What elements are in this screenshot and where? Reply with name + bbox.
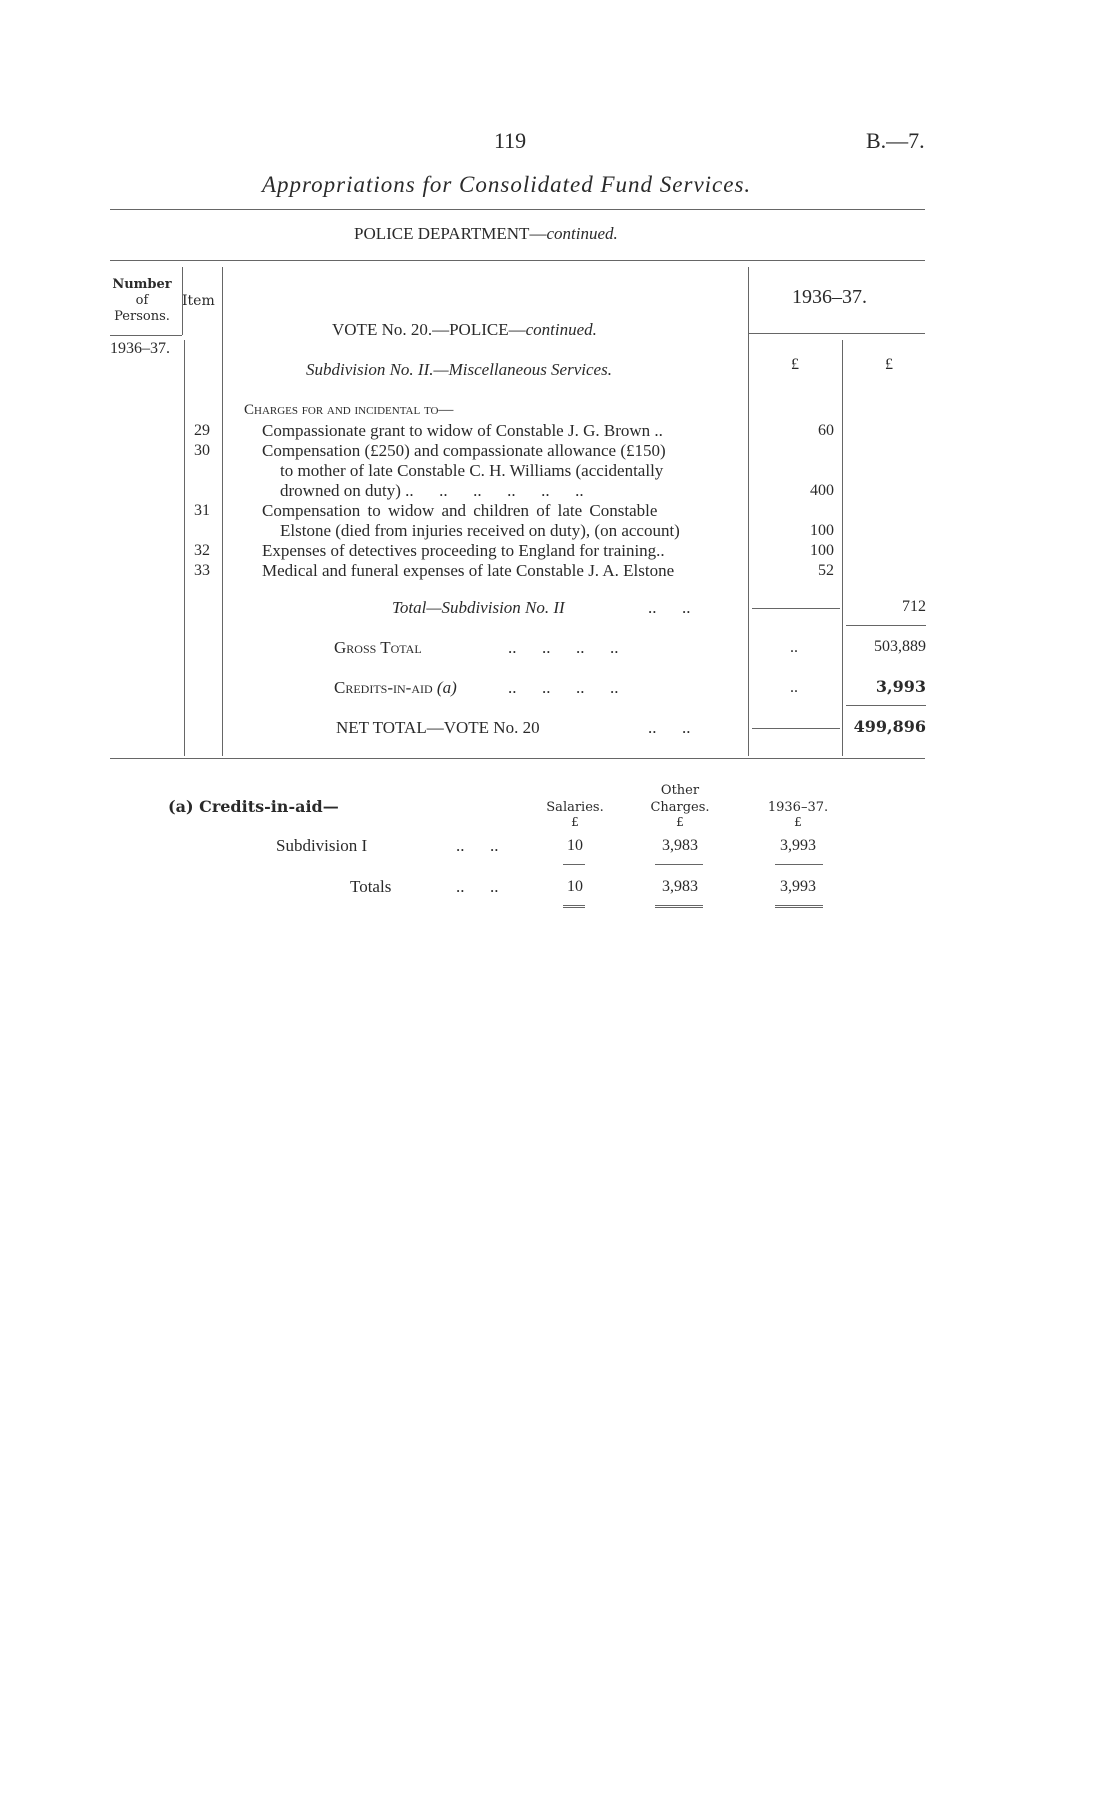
subdivision-total-dots: .. .. [648, 598, 691, 617]
item-text: to mother of late Constable C. H. Williams (accidentally [280, 461, 664, 480]
vote-title-suffix: continued. [525, 320, 597, 339]
footnote-col-other-1: Other [660, 783, 700, 798]
footnote-row-dots: .. .. [456, 877, 499, 896]
credits-in-aid-ref: (a) [436, 678, 457, 697]
footnote-row-salaries: 10 [567, 837, 583, 854]
department-name: POLICE DEPARTMENT— [354, 224, 547, 243]
vrule-item [222, 267, 223, 756]
footnote-rule [655, 905, 703, 908]
item-text: drowned on duty) .. .. .. .. .. .. [280, 481, 584, 500]
col-of-label: of [135, 293, 149, 308]
credits-in-aid-label: Credits-in-aid [334, 678, 433, 697]
footnote-col-salaries: Salaries. [546, 800, 604, 815]
item-amount: 60 [818, 422, 834, 439]
item-text: Compensation (£250) and compassionate allowance (£150) [262, 441, 666, 460]
item-number: 31 [194, 502, 210, 519]
gross-total-value: 503,889 [874, 638, 926, 655]
subdivision-total-value: 712 [902, 598, 926, 615]
net-top-rule [846, 705, 926, 706]
col-year-right: 1936–37. [792, 286, 867, 308]
col-item-label: Item [182, 293, 215, 309]
net-total-dots: .. .. [648, 718, 691, 737]
item-amount: 400 [810, 482, 834, 499]
vrule-persons [182, 267, 183, 335]
item-number: 30 [194, 442, 210, 459]
title-rule [110, 209, 925, 210]
table-top-rule [110, 260, 925, 261]
gross-total-dots: .. .. .. .. [508, 638, 619, 657]
footnote-col-other-2: Charges. [650, 800, 710, 815]
item-text: Elstone (died from injuries received on duty), (on account) [280, 521, 680, 540]
vote-title [332, 320, 597, 340]
pound-head-1: £ [791, 356, 799, 373]
item-amount: 100 [810, 522, 834, 539]
credits-in-aid-mid-dots: .. [790, 679, 798, 696]
department-suffix: continued. [546, 224, 618, 243]
item-amount: 100 [810, 542, 834, 559]
item-text: Compensation to widow and children of late Constable [262, 501, 658, 520]
subdivision-heading: Subdivision No. II.—Miscellaneous Services. [306, 360, 612, 379]
vrule-amount-left [748, 267, 749, 756]
footnote-row-other: 3,983 [662, 837, 698, 854]
item-number: 33 [194, 562, 210, 579]
gross-top-rule [846, 625, 926, 626]
pound-head-2: £ [885, 356, 893, 373]
subtotal-rule [752, 608, 840, 609]
document-reference: B.—7. [866, 128, 925, 153]
footnote-pound-salaries: £ [571, 815, 579, 829]
footnote-row-dots: .. .. [456, 836, 499, 855]
charges-heading: Charges for and incidental to— [244, 402, 454, 418]
footnote-pound-year: £ [794, 815, 802, 829]
credits-in-aid-line [334, 678, 457, 698]
gross-total-label: Gross Total [334, 638, 422, 657]
subdivision-total-label: Total—Subdivision No. II [392, 598, 565, 617]
credits-in-aid-value: 3,993 [875, 677, 926, 696]
net-total-value: 499,896 [853, 717, 926, 736]
footnote-row-year: 3,993 [780, 837, 816, 854]
col-persons-label: Persons. [114, 309, 170, 324]
footnote-rule [563, 905, 585, 908]
footnote-row-label: Subdivision I [276, 836, 368, 855]
footnote-row-year: 3,993 [780, 878, 816, 895]
footnote-rule [775, 864, 823, 865]
item-number: 29 [194, 422, 210, 439]
col-year-left: 1936–37. [110, 340, 170, 357]
vrule-amount-mid [842, 340, 843, 756]
net-mid-rule [752, 728, 840, 729]
persons-rule [110, 335, 182, 336]
item-number: 32 [194, 542, 210, 559]
footnote-rule [655, 864, 703, 865]
item-text: Compassionate grant to widow of Constable J. G. Brown .. [262, 421, 663, 440]
page-number: 119 [494, 128, 527, 153]
item-text: Expenses of detectives proceeding to England for training.. [262, 541, 665, 560]
item-amount: 52 [818, 562, 834, 579]
table-bottom-rule [110, 758, 925, 759]
footnote-row-salaries: 10 [567, 878, 583, 895]
footnote-label: (a) Credits-in-aid— [168, 797, 339, 816]
footnote-row-other: 3,983 [662, 878, 698, 895]
credits-in-aid-dots: .. .. .. .. [508, 678, 619, 697]
vote-title-text: VOTE No. 20.—POLICE— [332, 320, 526, 339]
footnote-rule [563, 864, 585, 865]
col-number-label: Number [112, 277, 172, 292]
gross-total-mid-dots: .. [790, 639, 798, 656]
footnote-rule [775, 905, 823, 908]
net-total-label: NET TOTAL—VOTE No. 20 [336, 718, 540, 737]
department-heading [354, 224, 618, 244]
vrule-persons-lower [184, 340, 185, 756]
item-text: Medical and funeral expenses of late Constable J. A. Elstone [262, 561, 675, 580]
footnote-row-label: Totals [350, 877, 392, 896]
footnote-pound-other: £ [676, 815, 684, 829]
page-title: Appropriations for Consolidated Fund Services. [262, 172, 752, 197]
footnote-col-year: 1936–37. [767, 800, 829, 815]
year-rule [748, 333, 925, 334]
